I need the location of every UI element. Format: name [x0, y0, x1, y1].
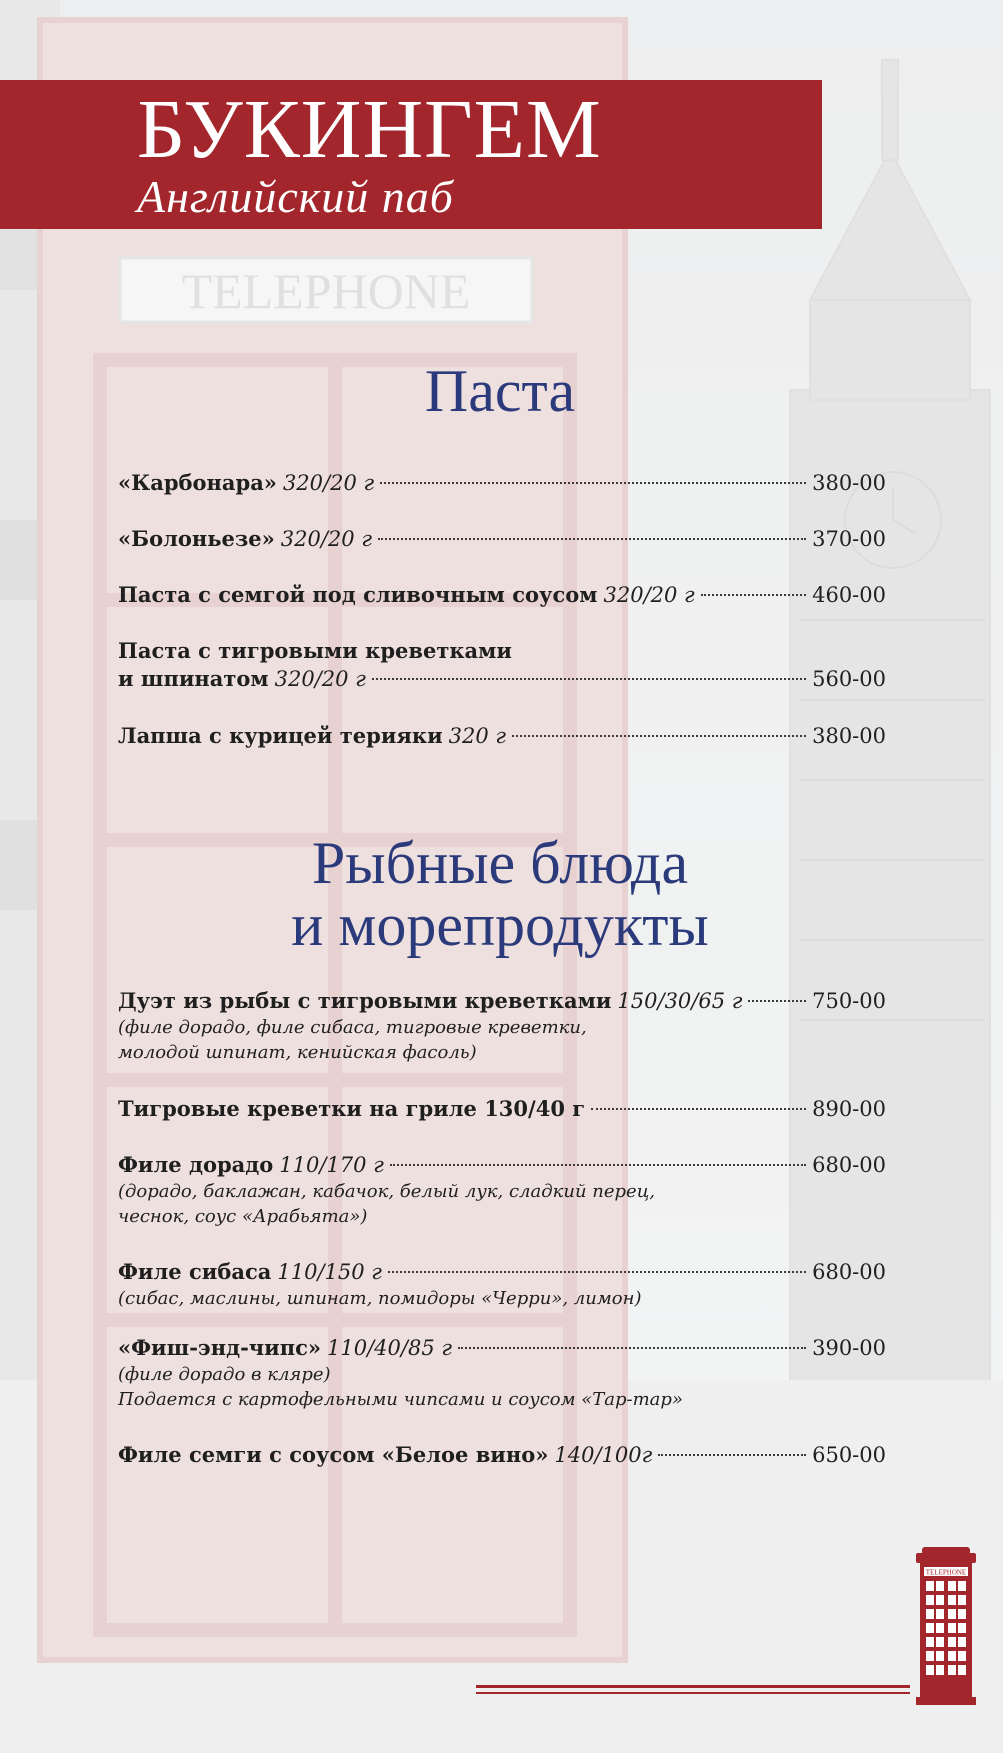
- item-price: 380-00: [812, 724, 886, 748]
- menu-item-dorado: [118, 1151, 886, 1229]
- item-weight: 110/170 г: [279, 1153, 384, 1177]
- item-name: Филе дорадо: [118, 1152, 274, 1177]
- footer-rule: [476, 1685, 910, 1688]
- menu-item-pasta-shrimp: [118, 637, 886, 693]
- item-weight: 110/40/85 г: [327, 1336, 452, 1360]
- item-weight: 320 г: [448, 724, 507, 748]
- dot-leader: [372, 678, 806, 680]
- item-description: (филе дорадо, филе сибаса, тигровые креветки,: [118, 1017, 587, 1038]
- item-name: Тигровые креветки на гриле 130/40 г: [118, 1096, 586, 1121]
- item-description: (сибас, маслины, шпинат, помидоры «Черри», лимон): [118, 1288, 642, 1309]
- item-weight: 320/20 г: [603, 583, 695, 607]
- item-description: молодой шпинат, кенийская фасоль): [118, 1042, 477, 1063]
- item-weight: 140/100г: [554, 1443, 653, 1467]
- dot-leader: [378, 538, 806, 540]
- item-price: 680-00: [812, 1260, 886, 1284]
- menu-item-pasta-salmon: [118, 581, 886, 609]
- item-price: 650-00: [812, 1443, 886, 1467]
- menu-item-noodles-teriyaki: [118, 722, 886, 750]
- dot-leader: [701, 594, 806, 596]
- menu-item-fish-and-chips: [118, 1334, 886, 1412]
- brand-subtitle: Английский паб: [137, 171, 454, 222]
- item-name: «Карбонара»: [118, 470, 277, 495]
- dot-leader: [458, 1347, 806, 1349]
- item-price: 370-00: [812, 527, 886, 551]
- item-price: 460-00: [812, 583, 886, 607]
- dot-leader: [658, 1454, 806, 1456]
- item-weight: 150/30/65 г: [617, 989, 743, 1013]
- section-title-fish-line1: Рыбные блюда: [311, 830, 689, 896]
- dot-leader: [748, 1000, 806, 1002]
- item-price: 890-00: [812, 1097, 886, 1121]
- menu-item-grilled-shrimp: [118, 1095, 886, 1123]
- item-name-line1: Паста с тигровыми креветками: [118, 638, 512, 663]
- telephone-booth-icon: [912, 1545, 980, 1707]
- footer-rule-thin: [476, 1692, 910, 1694]
- item-description: (дорадо, баклажан, кабачок, белый лук, сладкий перец,: [118, 1181, 655, 1202]
- item-name: Дуэт из рыбы с тигровыми креветками: [118, 988, 612, 1013]
- section-title-fish-line2: и морепродукты: [291, 892, 709, 958]
- booth-sign-text: TELEPHONE: [181, 263, 471, 319]
- item-weight: 110/150 г: [277, 1260, 382, 1284]
- menu-item-bolognese: [118, 525, 886, 553]
- item-description: (филе дорадо в кляре): [118, 1364, 331, 1385]
- item-price: 560-00: [812, 667, 886, 691]
- item-name: Филе сибаса: [118, 1259, 272, 1284]
- item-name: «Болоньезе»: [118, 526, 275, 551]
- item-name: Паста с семгой под сливочным соусом: [118, 582, 598, 607]
- dot-leader: [512, 735, 806, 737]
- menu-item-seabass: [118, 1258, 886, 1311]
- section-title-pasta: Паста: [424, 358, 576, 424]
- item-price: 680-00: [812, 1153, 886, 1177]
- dot-leader: [390, 1164, 806, 1166]
- item-name: «Фиш-энд-чипс»: [118, 1335, 322, 1360]
- item-price: 390-00: [812, 1336, 886, 1360]
- menu-item-salmon-white-wine: [118, 1441, 886, 1469]
- menu-item-fish-duet: [118, 987, 886, 1065]
- dot-leader: [388, 1271, 806, 1273]
- item-weight: 320/20 г: [282, 471, 375, 495]
- item-weight: 320/20 г: [274, 667, 366, 691]
- item-description: Подается с картофельными чипсами и соусом «Тар-тар»: [118, 1389, 683, 1410]
- menu-item-carbonara: [118, 469, 886, 497]
- item-price: 380-00: [812, 471, 886, 495]
- item-price: 750-00: [812, 989, 886, 1013]
- icon-sign-text: TELEPHONE: [925, 1568, 967, 1577]
- item-name: Лапша с курицей терияки: [118, 723, 443, 748]
- brand-title: БУКИНГЕМ: [137, 83, 602, 176]
- item-name: Филе семги с соусом «Белое вино»: [118, 1442, 549, 1467]
- item-description: чеснок, соус «Арабьята»): [118, 1206, 368, 1227]
- item-weight: 320/20 г: [280, 527, 372, 551]
- dot-leader: [380, 482, 806, 484]
- item-name: и шпинатом: [118, 666, 269, 691]
- dot-leader: [591, 1108, 806, 1110]
